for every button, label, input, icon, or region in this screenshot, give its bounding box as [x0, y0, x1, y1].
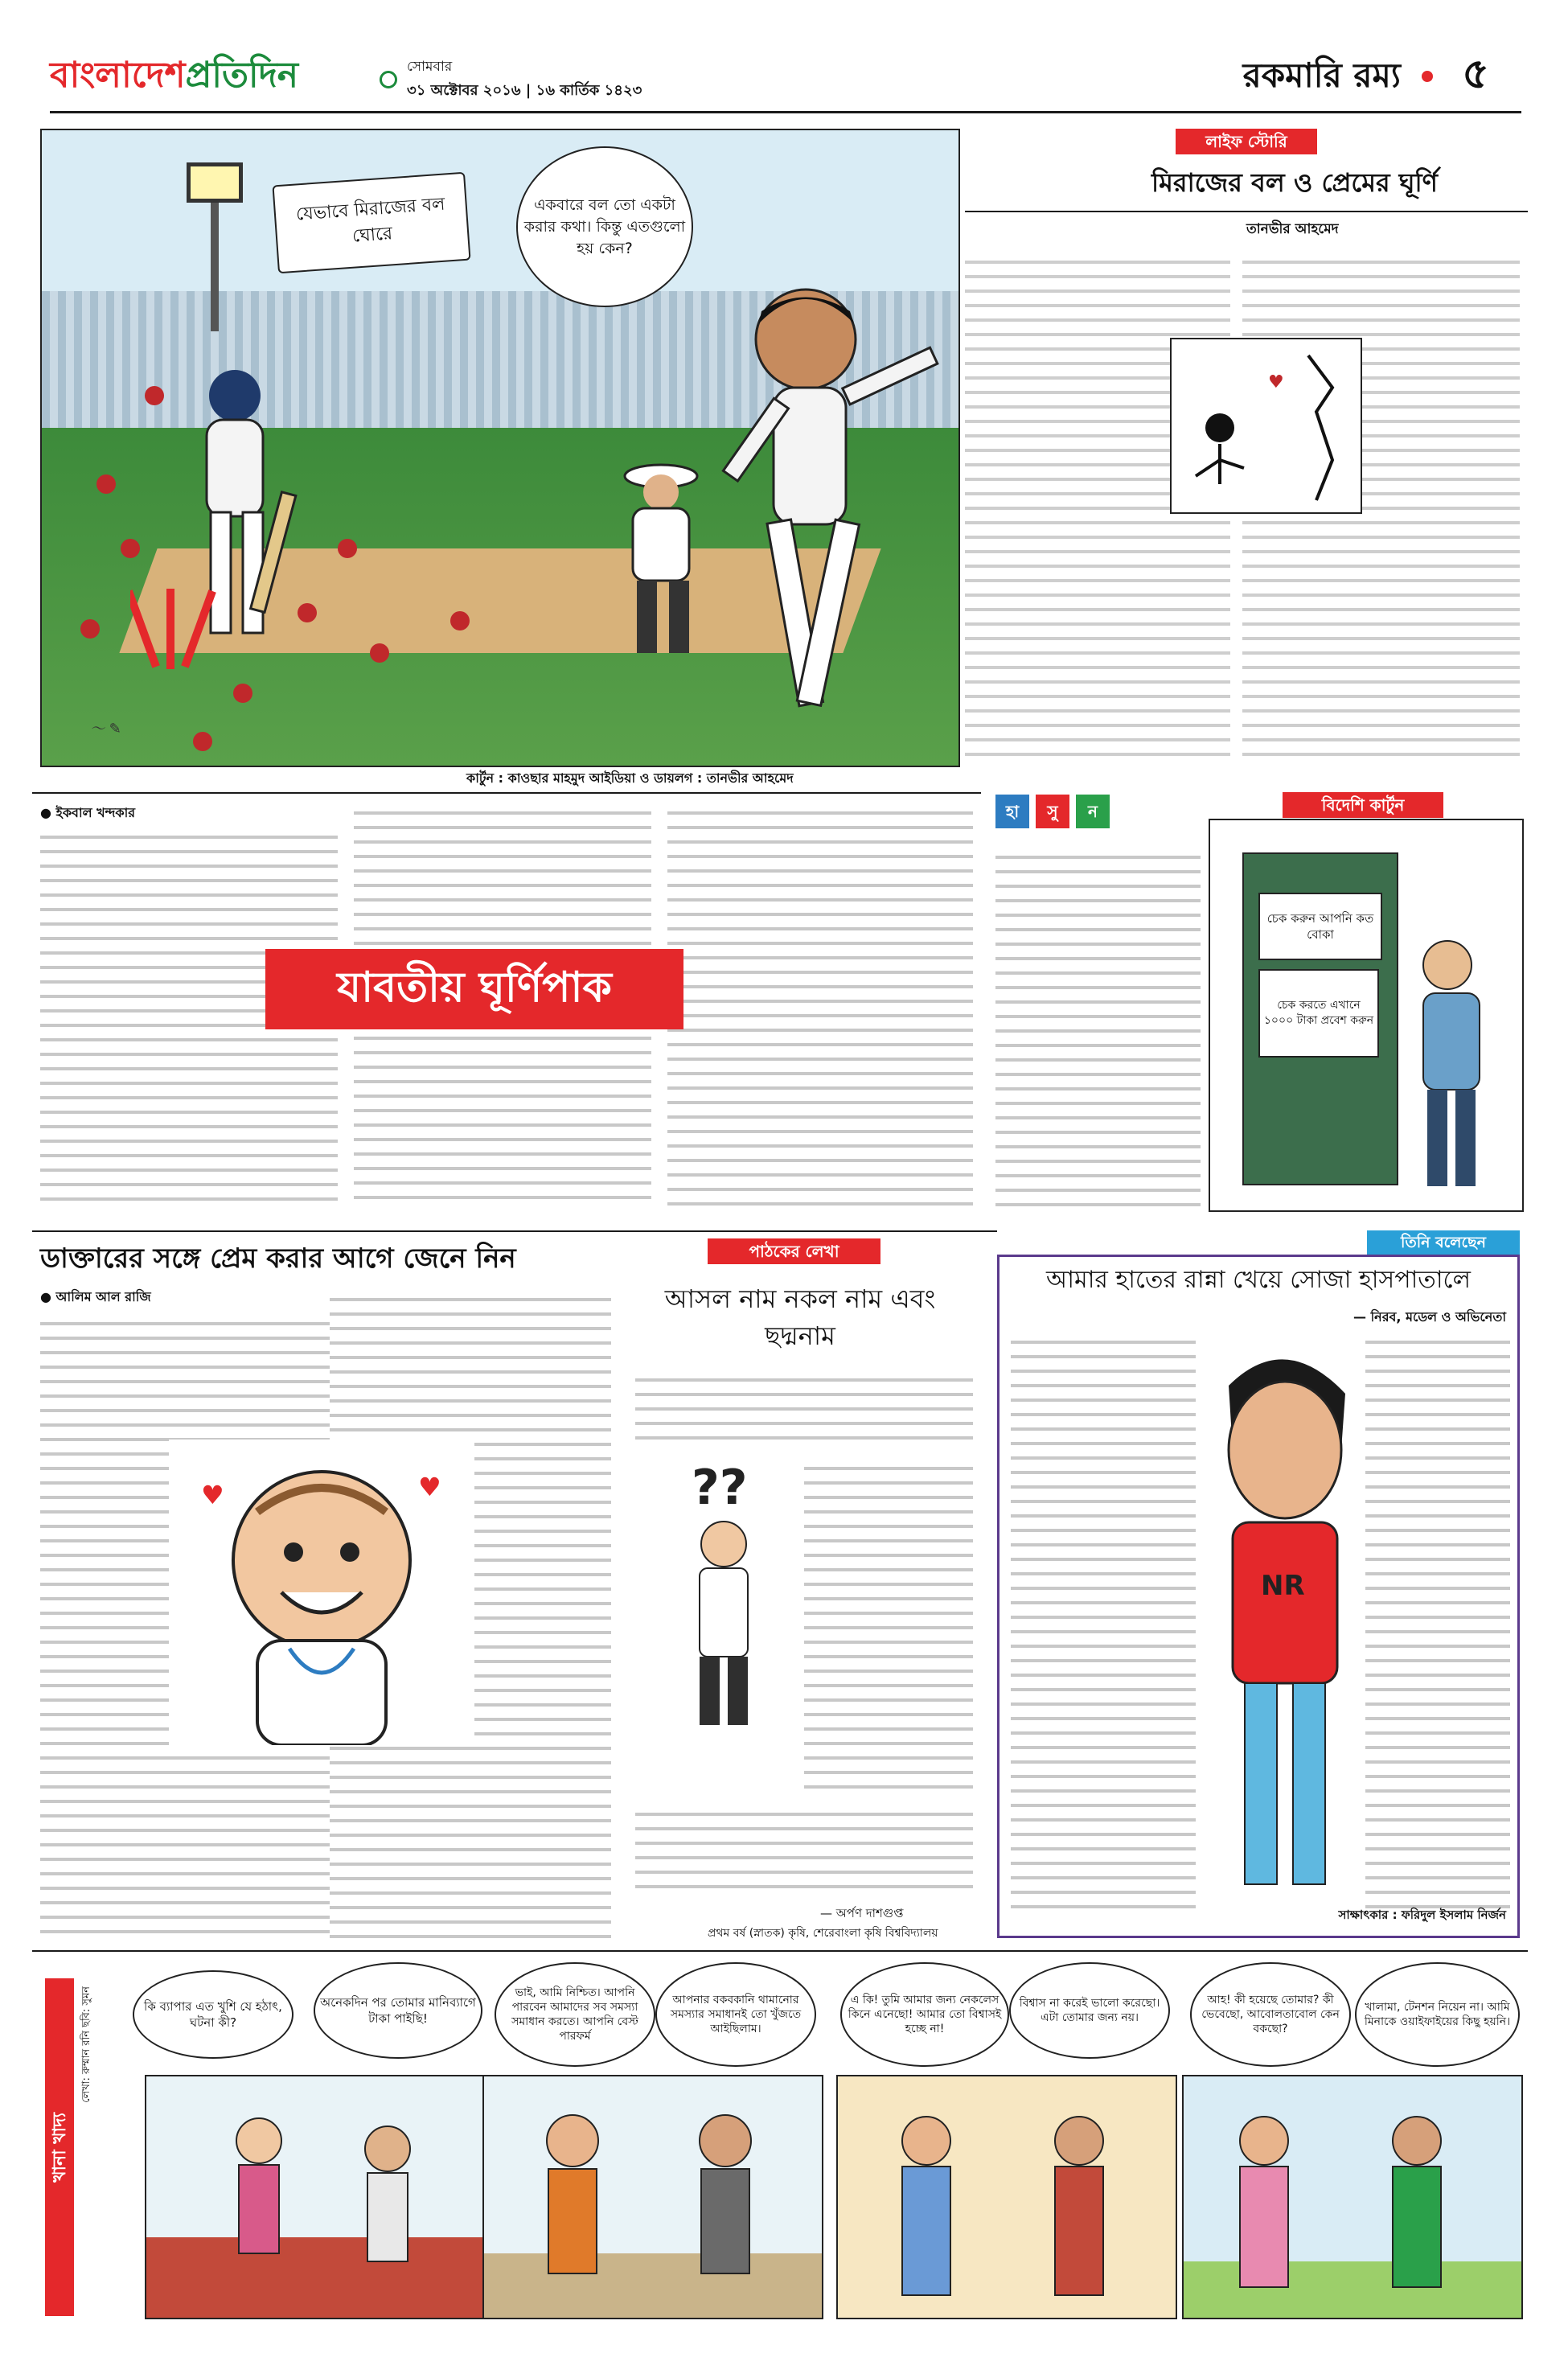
confused-man-illustration: [651, 1456, 796, 1729]
doctor-illustration: [169, 1440, 474, 1745]
strip-bubble-4-text: আপনার বকবকানি থামানোর সমস্যার সমাধানই তো খুঁজতে আইছিলাম।: [670, 1994, 802, 2035]
svg-text:♥: ♥: [1268, 372, 1284, 392]
hasun-body: [995, 844, 1201, 1206]
cartoon-caption-text: যেভাবে মিরাজের বল ঘোরে: [295, 194, 446, 247]
section-title: রকমারি রম্য: [1242, 55, 1401, 95]
interview-qa-right: [1365, 1329, 1510, 1916]
strip-bubble-3: [495, 1962, 655, 2067]
strip-credit-text: লেখা: রুম্মান রনি ছবি: সুমন: [80, 1986, 92, 2103]
strip-sidebar: [45, 1978, 74, 2316]
panel-2-figures: [484, 2076, 822, 2318]
strip-rule: [32, 1950, 1528, 1952]
strip-bubble-5-text: এ কি! তুমি আমার জন্য নেকলেস কিনে এনেছো! আমার তো বিশ্বাসই হচ্ছে না!: [848, 1994, 1002, 2035]
strip-bubble-3-text: ভাই, আমি নিশ্চিত। আপনি পারবেন আমাদের সব সমস্যা সমাধান করতে। আপনি বেস্ট পারফর্ম: [511, 1986, 638, 2043]
panel-1-figures: [146, 2076, 484, 2318]
hasun-letter-1: হা: [995, 795, 1029, 828]
main-feature-headline: যাবতীয় ঘূর্ণিপাক: [337, 962, 612, 1012]
svg-text:♥: ♥: [201, 1480, 224, 1510]
strip-panel-3: [836, 2075, 1177, 2319]
interview-headline: আমার হাতের রান্না খেয়ে সোজা হাসপাতালে: [1046, 1266, 1471, 1294]
logo-word-1: বাংলাদেশ: [50, 55, 186, 96]
umpire-figure: [597, 452, 733, 661]
strip-bubble-1: [133, 1970, 293, 2059]
strip-bubble-2: [314, 1962, 482, 2059]
reader-body-right: [804, 1456, 973, 1793]
cartoon-speech-text: একবারে বল তো একটা করার কথা। কিন্তু এতগুলো হয় কেন?: [523, 195, 686, 257]
reader-author: — অর্পণ দাশগুপ্ত: [820, 1906, 904, 1920]
life-story-headline: মিরাজের বল ও প্রেমের ঘূর্ণি: [1151, 167, 1439, 198]
top-cartoon: [40, 129, 960, 767]
bowler-figure: [717, 283, 942, 733]
strip-bubble-8-text: খালামা, টেনশন নিয়েন না। আমি মিনাকে ওয়াইফাইয়ের কিছু হয়নি।: [1364, 2001, 1511, 2028]
hasun-letter-2: সু: [1036, 795, 1069, 828]
cartoon-credit: কার্টুন : কাওছার মাহমুদ আইডিয়া ও ডায়লগ : তানভীর আহমেদ: [466, 770, 794, 786]
reader-body-bottom: [635, 1801, 973, 1898]
main-feature-body-4: [354, 1025, 651, 1210]
panel-4-figures: [1184, 2076, 1521, 2318]
atm-text-2: চেক করতে এখানে ১০০০ টাকা প্রবেশ করুন: [1263, 999, 1374, 1027]
reader-body-top: [635, 1367, 973, 1448]
newspaper-logo: [50, 53, 298, 98]
logo-word-2: প্রতিদিন: [185, 55, 298, 96]
doctor-author: ● আলিম আল রাজি: [40, 1289, 151, 1304]
foreign-cartoon-tag: বিদেশি কার্টুন: [1283, 792, 1443, 818]
interview-tag: তিনি বলেছেন: [1367, 1230, 1520, 1255]
life-story-inset-cartoon: [1170, 338, 1362, 514]
strip-bubble-6-text: বিশ্বাস না করেই ভালো করেছো। এটা তোমার জন্য নয়।: [1019, 1997, 1160, 2024]
life-story-rule: [965, 211, 1528, 212]
interview-qa-left: [1011, 1329, 1196, 1916]
section-dot: [1422, 71, 1433, 82]
masthead-rule: [50, 111, 1521, 113]
main-feature-author-name: ইকবাল খন্দকার: [55, 805, 136, 820]
life-story-tag: লাইফ স্টোরি: [1176, 129, 1317, 154]
page-number: ৫: [1462, 50, 1489, 98]
atm-screen-1: [1258, 893, 1382, 960]
mid-rule: [32, 792, 981, 794]
reader-affiliation: প্রথম বর্ষ (স্নাতক) কৃষি, শেরেবাংলা কৃষি বিশ্ববিদ্যালয়: [708, 1927, 938, 1940]
lower-rule: [32, 1230, 997, 1232]
main-feature-author: ● ইকবাল খন্দকার: [40, 805, 136, 820]
logo-dot: [380, 71, 397, 88]
strip-bubble-6: [1009, 1962, 1170, 2059]
artist-signature: 〜 ✎: [90, 721, 121, 737]
foreign-cartoon: [1209, 819, 1524, 1212]
strip-panel-4: [1182, 2075, 1523, 2319]
atm-text-1: চেক করুন আপনি কত বোকা: [1266, 911, 1374, 942]
strip-panel-1: [145, 2075, 486, 2319]
man-figure: [1403, 933, 1516, 1198]
interview-byline: — নিরব, মডেল ও অভিনেতা: [1353, 1309, 1506, 1325]
masthead: [50, 50, 1521, 106]
doctor-author-name: আলিম আল রাজি: [55, 1289, 151, 1304]
inset-sketch: [1172, 339, 1361, 512]
life-story-author: তানভীর আহমেদ: [1246, 221, 1339, 237]
reader-headline: আসল নাম নকল নাম এবং ছদ্মনাম: [664, 1284, 936, 1351]
interviewer-credit: সাক্ষাৎকার : ফরিদুল ইসলাম নির্জন: [1338, 1908, 1506, 1922]
strip-credit: [79, 1986, 98, 2308]
doctor-headline: ডাক্তারের সঙ্গে প্রেম করার আগে জেনে নিন: [40, 1242, 516, 1275]
main-feature-headline-box: [265, 949, 683, 1029]
strip-bubble-8: [1355, 1962, 1520, 2067]
strip-bubble-7: [1190, 1962, 1351, 2067]
svg-text:NR: NR: [1261, 1570, 1305, 1602]
interviewee-caricature: [1205, 1337, 1365, 1900]
hasun-letter-3: ন: [1076, 795, 1110, 828]
hasun-title: [995, 795, 1110, 833]
strip-bubble-4: [655, 1962, 816, 2067]
panel-3-figures: [838, 2076, 1176, 2318]
atm-screen-2: [1258, 969, 1379, 1058]
main-feature-body-3: [667, 800, 973, 1210]
strip-bubble-2-text: অনেকদিন পর তোমার মানিব্যাগে টাকা পাইছি!: [320, 1995, 476, 2026]
main-feature-body-2: [354, 800, 651, 961]
interview-box: [997, 1255, 1520, 1938]
strip-bubble-5: [840, 1962, 1009, 2067]
cartoon-speech-bubble: [516, 146, 693, 307]
svg-text:♥: ♥: [418, 1472, 441, 1502]
strip-sidebar-text: খানা খাদ্য: [49, 2112, 70, 2183]
issue-date: ৩১ অক্টোবর ২০১৬ | ১৬ কার্তিক ১৪২৩: [407, 82, 642, 99]
strip-panel-2: [482, 2075, 823, 2319]
cartoon-caption-box: [272, 172, 470, 273]
svg-text:??: ??: [692, 1460, 748, 1516]
strip-bubble-7-text: আহ! কী হয়েছে তোমার? কী ভেবেছো, আবোলতাবোল কেন বকছো?: [1201, 1994, 1340, 2035]
strip-bubble-1-text: কি ব্যাপার এত খুশি যে হঠাৎ, ঘটনা কী?: [144, 1999, 282, 2030]
reader-tag: পাঠকের লেখা: [708, 1238, 880, 1264]
issue-day: সোমবার: [407, 59, 453, 75]
